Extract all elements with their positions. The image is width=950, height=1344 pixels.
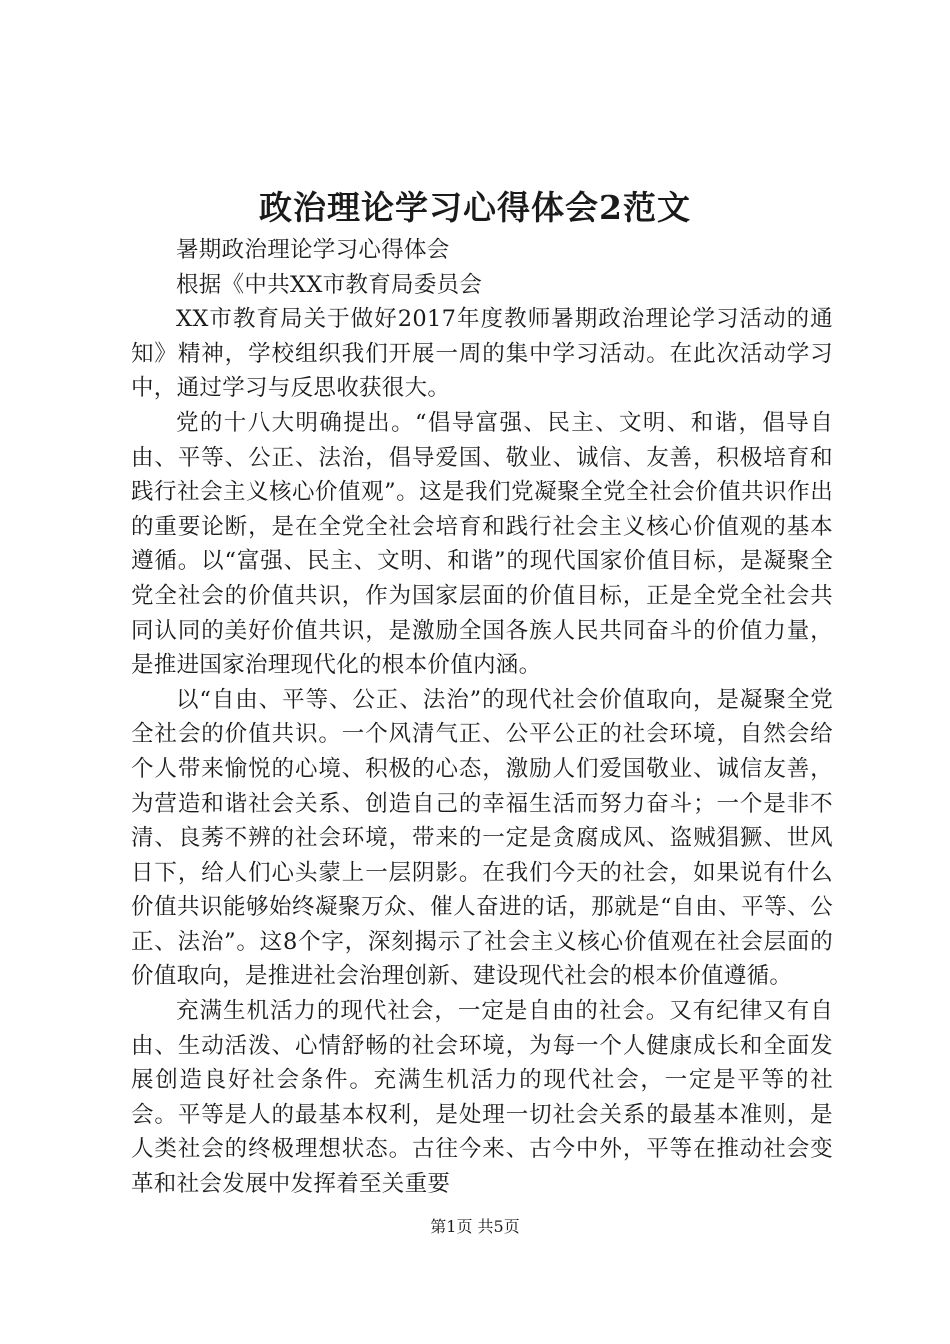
paragraph: 根据《中共XX市教育局委员会: [176, 271, 483, 298]
page-number-footer: 第1页 共5页: [430, 1217, 520, 1236]
document-body: [131, 233, 833, 1202]
paragraph: 以“自由、平等、公正、法治”的现代社会价值取向，是凝聚全党全社会的价值共识。一个风清气正、公平公正的社会环境，自然会给个人带来愉悦的心境、积极的心态，激励人们爱国敬业、诚信友善，为营造和谐社会关系、创造自己的幸福生活而努力奋斗；一个是非不清、良莠不辨的社会环境，带来的一定是贪腐成风、盗贼猖獗、世风日下，给人们心头蒙上一层阴影。在我们今天的社会，如果说有什么价值共识能够始终凝聚万众、催人奋进的话，那就是“自由、平等、公正、法治”。这8个字，深刻揭示了社会主义核心价值观在社会层面的价值取向，是推进社会治理创新、建设现代社会的根本价值遵循。: [131, 686, 833, 990]
paragraph: XX市教育局关于做好2017年度教师暑期政治理论学习活动的通知》精神，学校组织我们开展一周的集中学习活动。在此次活动学习中，通过学习与反思收获很大。: [131, 306, 833, 402]
paragraph: 党的十八大明确提出。“倡导富强、民主、文明、和谐，倡导自由、平等、公正、法治，倡导爱国、敬业、诚信、友善，积极培育和践行社会主义核心价值观”。这是我们党凝聚全党全社会价值共识作出的重要论断，是在全党全社会培育和践行社会主义核心价值观的基本遵循。以“富强、民主、文明、和谐”的现代国家价值目标，是凝聚全党全社会的价值共识，作为国家层面的价值目标，正是全党全社会共同认同的美好价值共识，是激励全国各族人民共同奋斗的价值力量，是推进国家治理现代化的根本价值内涵。: [131, 409, 833, 679]
paragraph: 暑期政治理论学习心得体会: [176, 237, 450, 263]
paragraph: 充满生机活力的现代社会，一定是自由的社会。又有纪律又有自由、生动活泼、心情舒畅的社会环境，为每一个人健康成长和全面发展创造良好社会条件。充满生机活力的现代社会，一定是平等的社会。平等是人的最基本权利，是处理一切社会关系的最基本准则，是人类社会的终极理想状态。古往今来、古今中外，平等在推动社会变革和社会发展中发挥着至关重要: [131, 998, 833, 1198]
document-title: 政治理论学习心得体会2范文: [259, 188, 691, 227]
